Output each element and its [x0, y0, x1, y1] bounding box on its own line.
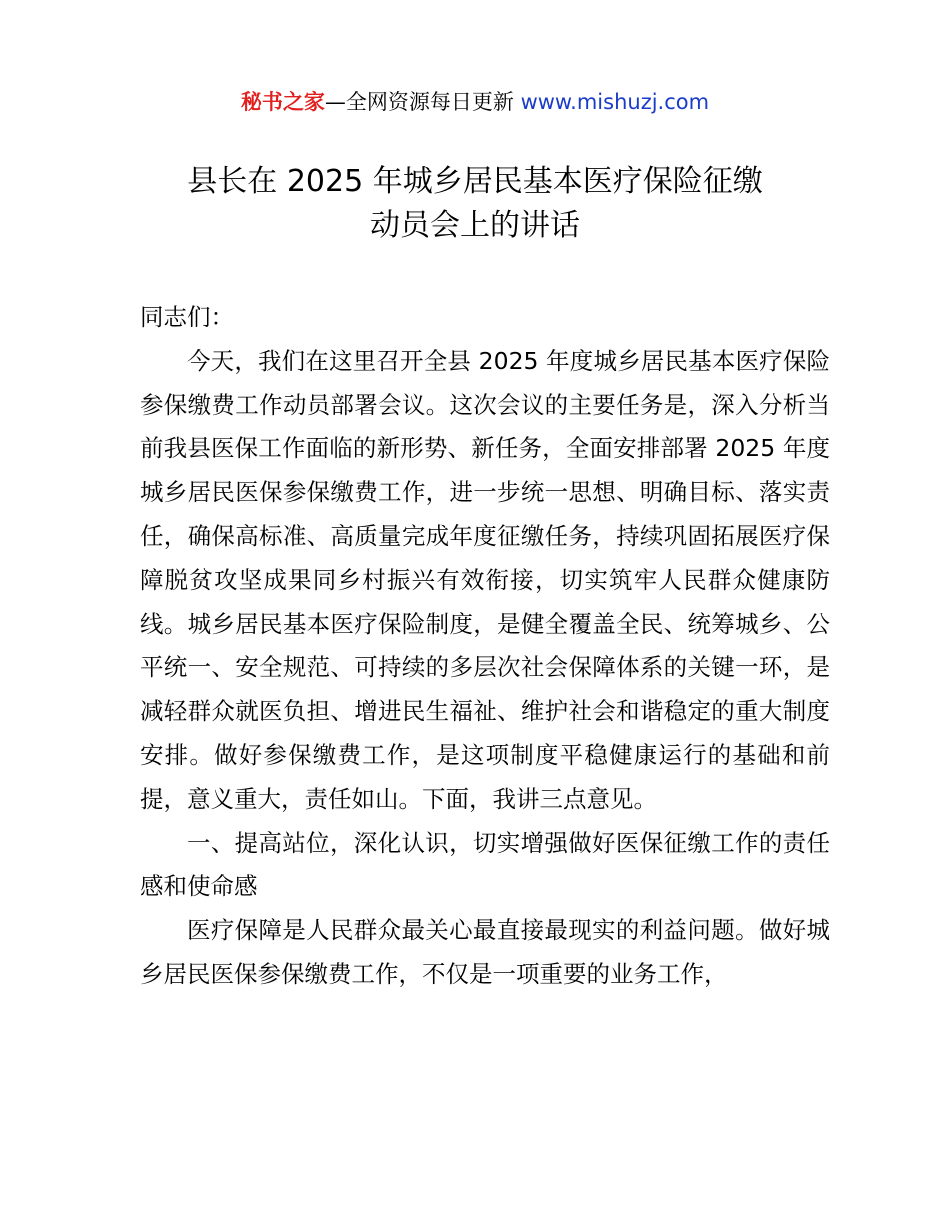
document-body	[140, 296, 830, 997]
site-slogan: —全网资源每日更新	[324, 90, 521, 114]
site-url-link[interactable]: www.mishuzj.com	[520, 90, 710, 114]
title-line-1: 县长在 2025 年城乡居民基本医疗保险征缴	[187, 164, 763, 199]
title-line-2: 动员会上的讲话	[370, 208, 580, 243]
site-header	[0, 86, 950, 118]
brand-name: 秘书之家	[240, 90, 325, 114]
paragraph-section-1: 医疗保障是人民群众最关心最直接最现实的利益问题。做好城乡居民医保参保缴费工作，不仅是一项重要的业务工作，	[140, 916, 830, 988]
salutation: 同志们：	[140, 303, 234, 331]
paragraph-intro: 今天，我们在这里召开全县 2025 年度城乡居民基本医疗保险参保缴费工作动员部署会议。这次会议的主要任务是，深入分析当前我县医保工作面临的新形势、新任务，全面安排部署 2025 年度城乡居民医保参保缴费工作，进一步统一思想、明确目标、落实责任，确保高标准、高质量完成年度征缴任务，持续巩固拓展医疗保障脱贫攻坚成果同乡村振兴有效衔接，切实筑牢人民群众健康防线。城乡居民基本医疗保险制度，是健全覆盖全民、统筹城乡、公平统一、安全规范、可持续的多层次社会保障体系的关键一环，是减轻群众就医负担、增进民生福祉、维护社会和谐稳定的重大制度安排。做好参保缴费工作，是这项制度平稳健康运行的基础和前提，意义重大，责任如山。下面，我讲三点意见。	[140, 346, 830, 813]
document-title	[120, 160, 830, 248]
section-heading-1: 一、提高站位，深化认识，切实增强做好医保征缴工作的责任感和使命感	[140, 828, 830, 901]
